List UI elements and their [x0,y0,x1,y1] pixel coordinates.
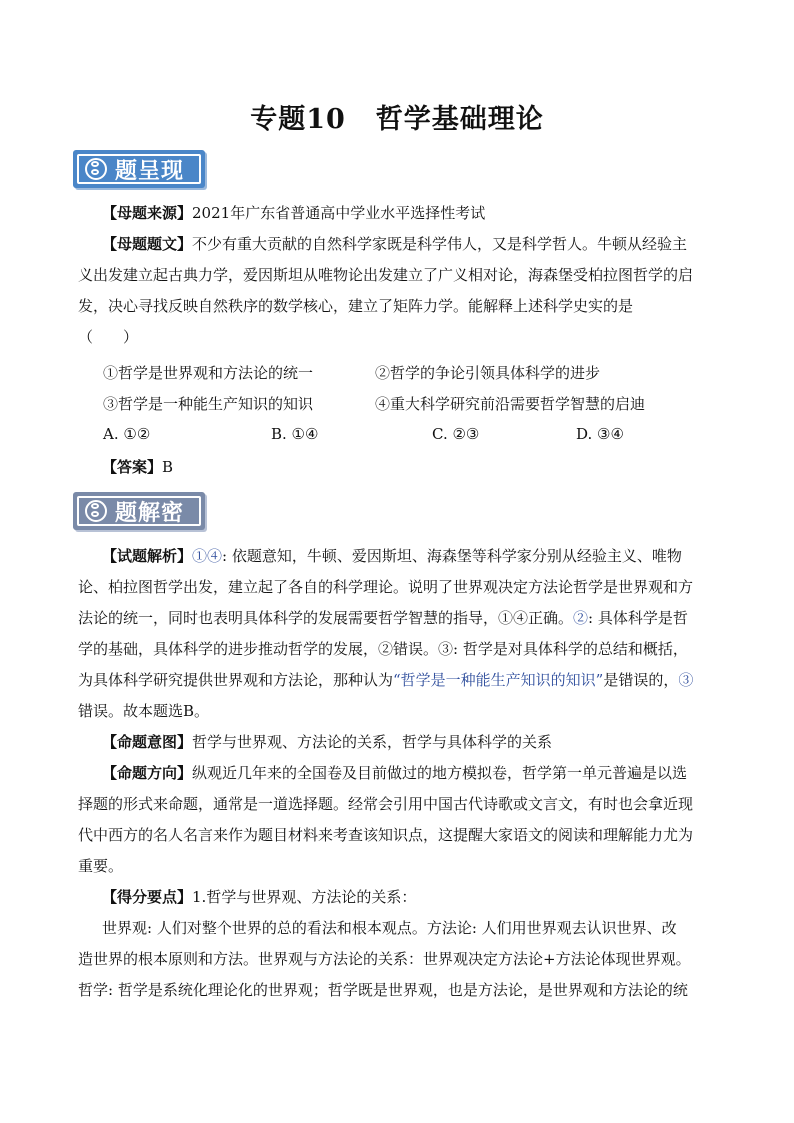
source-text: 2021年广东省普通高中学业水平选择性考试 [192,204,486,222]
points-title: 1.哲学与世界观、方法论的关系： [192,888,417,906]
section-banner-decode [73,492,205,530]
section-banner-present [73,150,205,188]
source-label: 【母题来源】 [102,204,193,222]
option-d: D. ③④ [576,425,624,443]
analysis-line: 学的基础，具体科学的进步推动哲学的发展，②错误。③: 哲学是对具体科学的总结和概括， [78,640,688,658]
option-c: C. ②③ [432,425,480,443]
analysis-quote: “哲学是一种能生产知识的知识” [393,671,604,689]
direction-line: 择题的形式来命题，通常是一道选择题。经常会引用中国古代诗歌或文言文，有时也会拿近现 [78,795,694,813]
points-line: 世界观: 人们对整个世界的总的看法和根本观点。方法论: 人们用世界观去认识世界、改 [102,919,677,937]
question-line: 义出发建立起古典力学，爱因斯坦从唯物论出发建立了广义相对论，海森堡受柏拉图哲学的启 [78,266,694,284]
statement-item: ③哲学是一种能生产知识的知识 [103,395,314,413]
points-line: 造世界的根本原则和方法。世界观与方法论的关系：世界观决定方法论+方法论体现世界观。 [78,950,691,968]
analysis-ref: ③ [678,671,694,689]
option-a: A. ①② [103,425,151,443]
eight-logo-icon [85,500,107,522]
question-block [78,198,722,353]
title-topic: 专题10 [250,104,346,135]
page-title [0,97,794,136]
banner-label: 题呈现 [115,158,185,184]
title-subject: 哲学基础理论 [375,104,544,135]
option-b: B. ①④ [271,425,319,443]
analysis-ref: ①④ [192,547,223,565]
analysis-line: : 依题意知，牛顿、爱因斯坦、海森堡等科学家分别从经验主义、唯物 [222,547,682,565]
eight-logo-icon [85,158,107,180]
intent-text: 哲学与世界观、方法论的关系，哲学与具体科学的关系 [192,733,553,751]
analysis-line: 是错误的， [603,671,679,689]
answer-value: B [162,458,174,476]
banner-label: 题解密 [115,500,185,526]
statement-item: ②哲学的争论引领具体科学的进步 [375,364,601,382]
question-text-label: 【母题题文】 [102,235,193,253]
analysis-line: : 具体科学是哲 [588,609,688,627]
answer-row [102,456,173,477]
question-line: 发，决心寻找反映自然秩序的数学核心，建立了矩阵力学。能解释上述科学史实的是 [78,297,634,315]
answer-label: 【答案】 [102,458,163,476]
statement-item: ④重大科学研究前沿需要哲学智慧的启迪 [375,395,646,413]
points-line: 哲学: 哲学是系统化理论化的世界观；哲学既是世界观，也是方法论，是世界观和方法论的统 [78,981,688,999]
analysis-block [78,541,722,1006]
question-line: 不少有重大贡献的自然科学家既是科学伟人，又是科学哲人。牛顿从经验主 [192,235,688,253]
direction-label: 【命题方向】 [102,764,193,782]
points-label: 【得分要点】 [102,888,193,906]
analysis-line: 为具体科学研究提供世界观和方法论，那种认为 [78,671,394,689]
analysis-ref: ② [573,609,589,627]
analysis-line: 错误。故本题选B。 [78,702,210,720]
analysis-label: 【试题解析】 [102,547,193,565]
analysis-line: 法论的统一，同时也表明具体科学的发展需要哲学智慧的指导，①④正确。 [78,609,574,627]
direction-line: 纵观近几年来的全国卷及目前做过的地方模拟卷，哲学第一单元普遍是以选 [192,764,688,782]
direction-line: 代中西方的名人名言来作为题目材料来考查该知识点，这提醒大家语文的阅读和理解能力尤为 [78,826,694,844]
analysis-line: 论、柏拉图哲学出发，建立起了各自的科学理论。说明了世界观决定方法论哲学是世界观和方 [78,578,694,596]
intent-label: 【命题意图】 [102,733,193,751]
statement-item: ①哲学是世界观和方法论的统一 [103,364,314,382]
answer-blank: （ ） [78,328,139,346]
direction-line: 重要。 [78,857,124,875]
